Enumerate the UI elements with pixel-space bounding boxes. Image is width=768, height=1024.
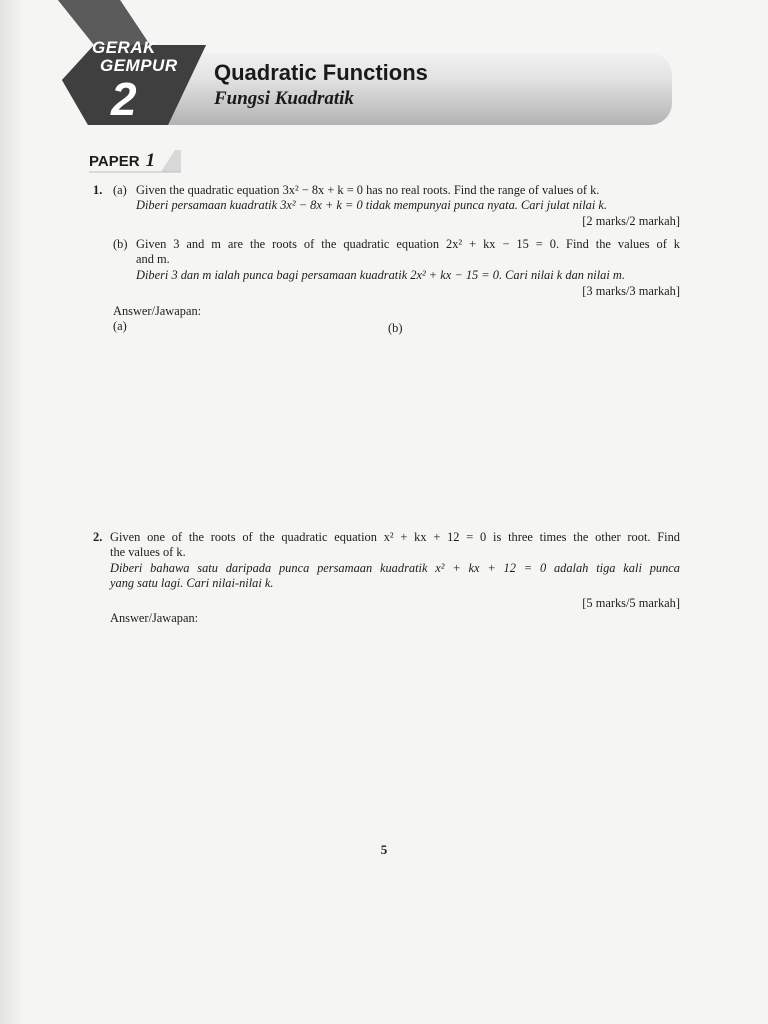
chapter-header	[0, 0, 768, 140]
question-1-answer-b: (b)	[388, 321, 403, 335]
question-1b-marks: [3 marks/3 markah]	[582, 284, 680, 298]
question-1b-label: (b)	[113, 237, 128, 251]
chapter-title-malay: Fungsi Kuadratik	[214, 88, 354, 109]
question-2-malay-line1: Diberi bahawa satu daripada punca persamaan kuadratik x² + kx + 12 = 0 adalah tiga kali punca	[110, 561, 680, 575]
question-1-answer-a: (a)	[113, 319, 127, 333]
paper-number: 1	[145, 150, 156, 171]
badge-line1: GERAK	[92, 38, 156, 57]
question-2-marks: [5 marks/5 markah]	[582, 596, 680, 610]
paper-label: PAPER	[89, 153, 140, 170]
page-edge	[0, 0, 24, 1024]
question-2-english-line2: the values of k.	[110, 545, 186, 559]
paper-heading	[89, 146, 189, 174]
question-2-number: 2.	[93, 530, 103, 544]
question-1a-marks: [2 marks/2 markah]	[582, 214, 680, 228]
question-1-number: 1.	[93, 183, 103, 197]
chapter-title-english: Quadratic Functions	[214, 60, 428, 85]
question-2-english-line1: Given one of the roots of the quadratic equation x² + kx + 12 = 0 is three times the other root. Find	[110, 530, 680, 544]
question-1-answer-label: Answer/Jawapan:	[113, 304, 202, 318]
page-number: 5	[380, 842, 388, 857]
question-2-answer-label: Answer/Jawapan:	[110, 611, 199, 625]
question-1a-malay: Diberi persamaan kuadratik 3x² − 8x + k = 0 tidak mempunyai punca nyata. Cari julat nilai k.	[136, 198, 608, 212]
question-1a-label: (a)	[113, 183, 127, 197]
question-1b-malay: Diberi 3 dan m ialah punca bagi persamaan kuadratik 2x² + kx − 15 = 0. Cari nilai k dan nilai m.	[136, 268, 625, 282]
question-1b-english-line2: and m.	[136, 252, 170, 266]
question-2-malay-line2: yang satu lagi. Cari nilai-nilai k.	[110, 576, 274, 590]
badge-line2: GEMPUR	[100, 56, 178, 75]
badge-number: 2	[111, 73, 137, 125]
question-1b-english-line1: Given 3 and m are the roots of the quadratic equation 2x² + kx − 15 = 0. Find the values of k	[136, 237, 680, 251]
question-1a-english: Given the quadratic equation 3x² − 8x + k = 0 has no real roots. Find the range of values of k.	[136, 183, 600, 197]
